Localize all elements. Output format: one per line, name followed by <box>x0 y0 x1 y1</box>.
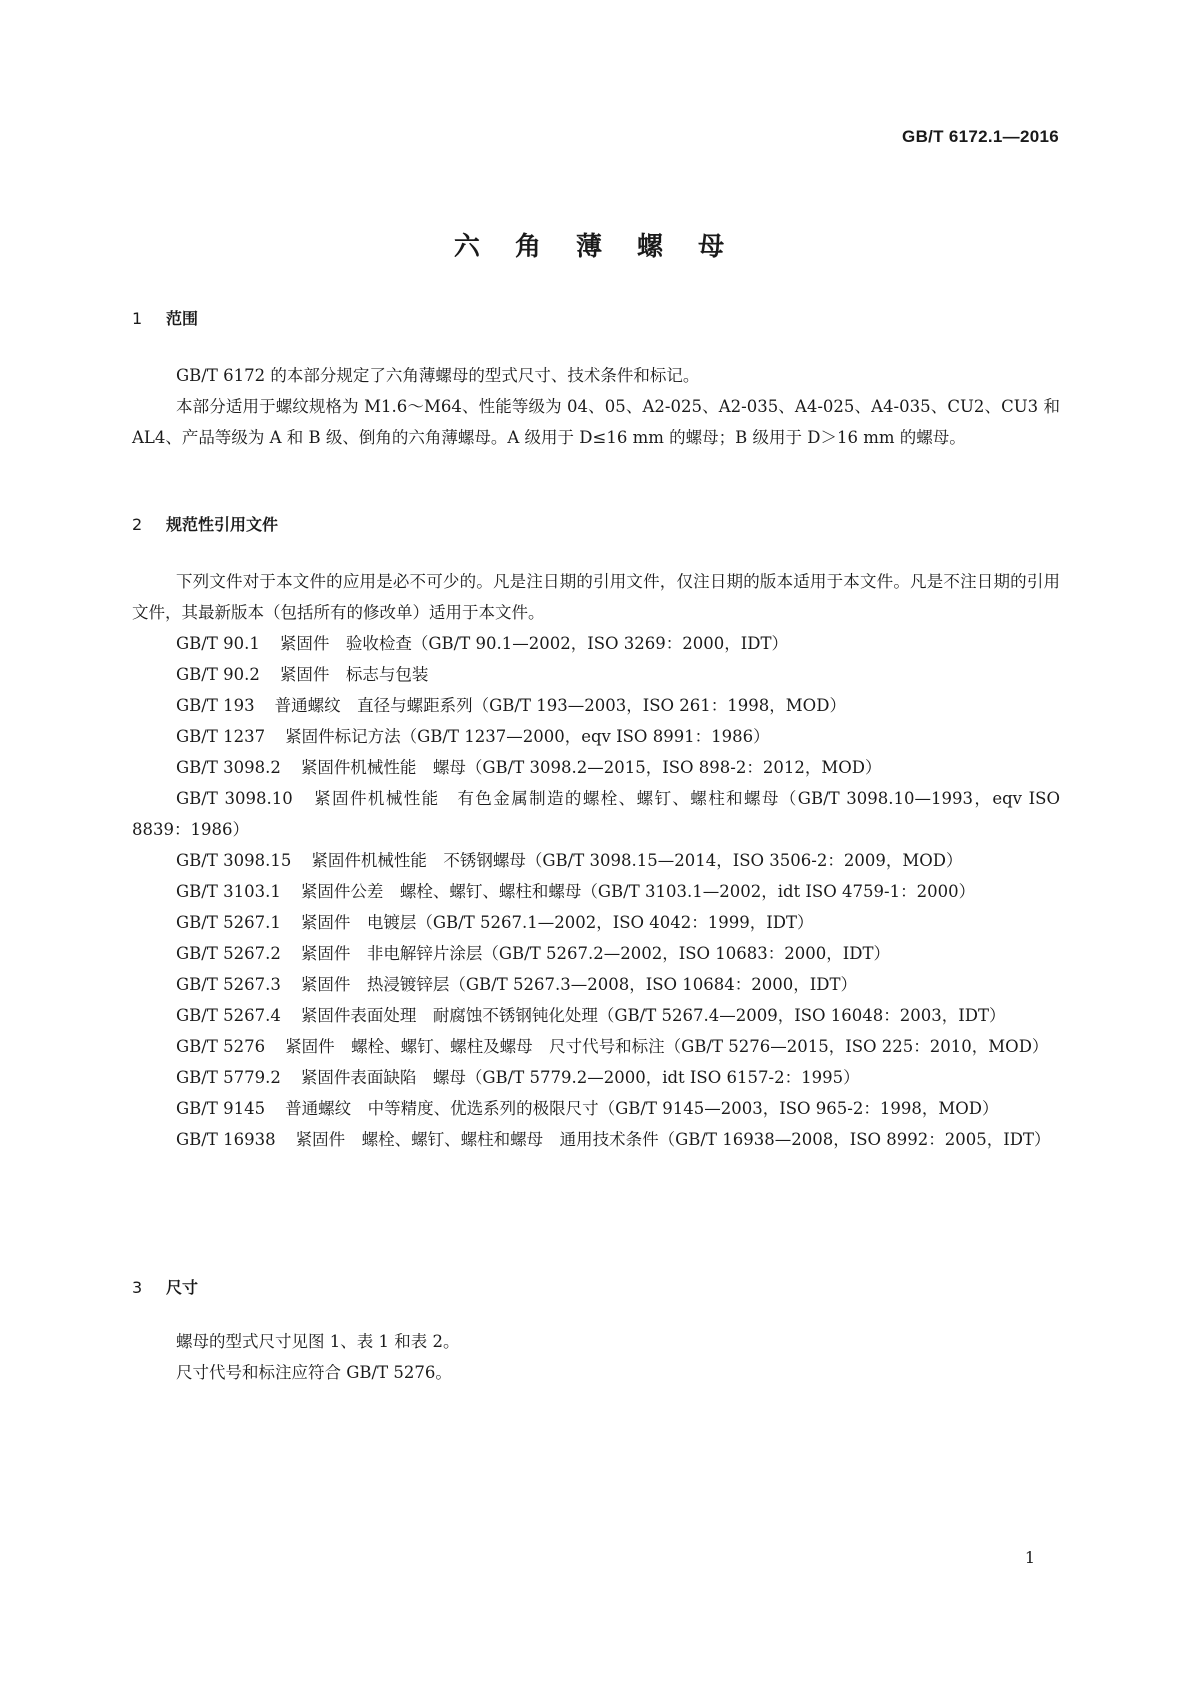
reference-code: GB/T 90.2 <box>176 665 260 684</box>
reference-code: GB/T 3098.2 <box>176 758 281 777</box>
section-1-heading <box>132 306 198 329</box>
reference-item <box>132 1000 1060 1031</box>
reference-code: GB/T 5779.2 <box>176 1068 281 1087</box>
reference-text: 紧固件表面处理 耐腐蚀不锈钢钝化处理（GB/T 5267.4—2009，ISO 16048：2003，IDT） <box>300 1006 1006 1025</box>
reference-code: GB/T 5267.2 <box>176 944 281 963</box>
paragraph: 螺母的型式尺寸见图 1、表 1 和表 2。 <box>176 1332 460 1351</box>
reference-item <box>132 938 1060 969</box>
paragraph: GB/T 6172 的本部分规定了六角薄螺母的型式尺寸、技术条件和标记。 <box>176 366 700 385</box>
paragraph: 本部分适用于螺纹规格为 M1.6～M64、性能等级为 04、05、A2-025、A2-035、A4-025、A4-035、CU2、CU3 和 AL4、产品等级为 A 和 B 级、倒角的六角薄螺母。A 级用于 D≤16 mm 的螺母；B 级用于 D＞16 mm 的螺母。 <box>132 397 1060 447</box>
reference-code: GB/T 5276 <box>176 1037 266 1056</box>
reference-code: GB/T 16938 <box>176 1130 276 1149</box>
page-number: 1 <box>1024 1548 1035 1567</box>
document-code: GB/T 6172.1—2016 <box>902 127 1059 146</box>
reference-code: GB/T 5267.1 <box>176 913 281 932</box>
reference-text: 紧固件机械性能 螺母（GB/T 3098.2—2015，ISO 898-2：2012，MOD） <box>300 758 882 777</box>
reference-text: 紧固件 验收检查（GB/T 90.1—2002，ISO 3269：2000，IDT） <box>279 634 789 653</box>
reference-code: GB/T 3098.15 <box>176 851 292 870</box>
reference-text: 紧固件标记方法（GB/T 1237—2000，eqv ISO 8991：1986） <box>285 727 770 746</box>
reference-item <box>132 876 1060 907</box>
reference-item <box>132 1031 1060 1062</box>
reference-text: 紧固件 标志与包装 <box>279 665 429 684</box>
section-3-heading <box>132 1275 198 1298</box>
reference-text: 普通螺纹 中等精度、优选系列的极限尺寸（GB/T 9145—2003，ISO 965-2：1998，MOD） <box>285 1099 999 1118</box>
document-title: 六 角 薄 螺 母 <box>453 232 738 262</box>
paragraph: 下列文件对于本文件的应用是必不可少的。凡是注日期的引用文件，仅注日期的版本适用于本文件。凡是不注日期的引用文件，其最新版本（包括所有的修改单）适用于本文件。 <box>132 572 1060 622</box>
reference-item <box>132 1062 1060 1093</box>
section-2-body <box>132 566 1060 1155</box>
section-number: 1 <box>132 309 143 328</box>
reference-item <box>132 628 1060 659</box>
reference-item <box>132 969 1060 1000</box>
reference-item <box>132 721 1060 752</box>
reference-code: GB/T 5267.3 <box>176 975 281 994</box>
reference-text: 普通螺纹 直径与螺距系列（GB/T 193—2003，ISO 261：1998，MOD） <box>274 696 846 715</box>
section-1-body <box>132 360 1060 453</box>
reference-text: 紧固件 螺栓、螺钉、螺柱和螺母 通用技术条件（GB/T 16938—2008，ISO 8992：2005，IDT） <box>295 1130 1051 1149</box>
reference-code: GB/T 9145 <box>176 1099 266 1118</box>
reference-text: 紧固件 电镀层（GB/T 5267.1—2002，ISO 4042：1999，IDT） <box>300 913 814 932</box>
reference-code: GB/T 3098.10 <box>176 789 293 808</box>
reference-item <box>132 1124 1060 1155</box>
reference-text: 紧固件 螺栓、螺钉、螺柱及螺母 尺寸代号和标注（GB/T 5276—2015，ISO 225：2010，MOD） <box>285 1037 1049 1056</box>
reference-item <box>132 783 1060 845</box>
reference-text: 紧固件 非电解锌片涂层（GB/T 5267.2—2002，ISO 10683：2000，IDT） <box>300 944 891 963</box>
reference-code: GB/T 5267.4 <box>176 1006 281 1025</box>
reference-item <box>132 690 1060 721</box>
reference-text: 紧固件机械性能 不锈钢螺母（GB/T 3098.15—2014，ISO 3506-2：2009，MOD） <box>311 851 963 870</box>
section-number: 2 <box>132 515 143 534</box>
reference-text: 紧固件公差 螺栓、螺钉、螺柱和螺母（GB/T 3103.1—2002，idt ISO 4759-1：2000） <box>300 882 976 901</box>
section-number: 3 <box>132 1278 143 1297</box>
section-title: 尺寸 <box>166 1278 199 1297</box>
section-title: 规范性引用文件 <box>166 515 279 534</box>
reference-item <box>132 1093 1060 1124</box>
reference-item <box>132 659 1060 690</box>
paragraph: 尺寸代号和标注应符合 GB/T 5276。 <box>176 1363 452 1382</box>
reference-code: GB/T 3103.1 <box>176 882 281 901</box>
reference-item <box>132 752 1060 783</box>
section-title: 范围 <box>166 309 199 328</box>
reference-item <box>132 907 1060 938</box>
reference-code: GB/T 193 <box>176 696 255 715</box>
reference-text: 紧固件机械性能 有色金属制造的螺栓、螺钉、螺柱和螺母（GB/T 3098.10—1993，eqv ISO 8839：1986） <box>132 789 1060 839</box>
section-3-body <box>132 1326 1060 1388</box>
section-2-heading <box>132 512 278 535</box>
reference-code: GB/T 1237 <box>176 727 266 746</box>
reference-text: 紧固件 热浸镀锌层（GB/T 5267.3—2008，ISO 10684：2000，IDT） <box>300 975 858 994</box>
reference-text: 紧固件表面缺陷 螺母（GB/T 5779.2—2000，idt ISO 6157-2：1995） <box>300 1068 860 1087</box>
reference-code: GB/T 90.1 <box>176 634 260 653</box>
reference-item <box>132 845 1060 876</box>
